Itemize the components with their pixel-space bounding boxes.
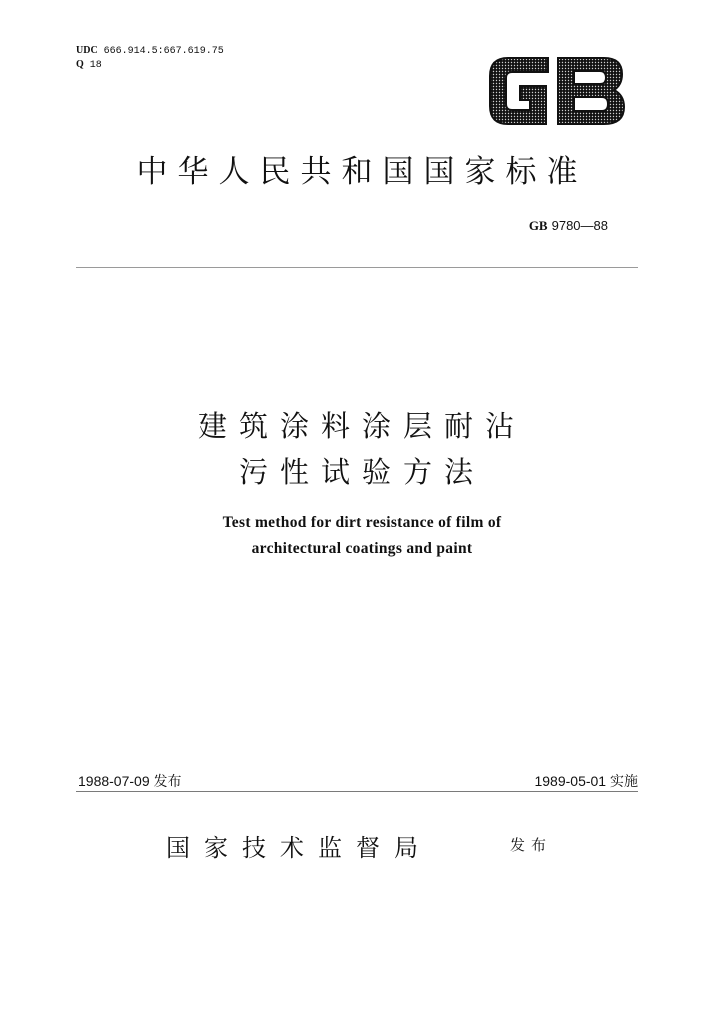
- udc-label: UDC: [76, 45, 98, 56]
- standard-code: [529, 218, 608, 234]
- standard-code-prefix: GB: [528, 218, 548, 233]
- gb-logo: [486, 52, 628, 130]
- issuing-authority-suffix: 发布: [510, 836, 553, 854]
- document-title-en-line1: Test method for dirt resistance of film of: [222, 514, 502, 531]
- issue-date: 1988-07-09 发布: [78, 773, 182, 789]
- header-divider: [76, 267, 638, 268]
- document-title-en-line2: architectural coatings and paint: [251, 540, 473, 557]
- udc-line: [76, 44, 224, 58]
- q-value: 18: [89, 60, 102, 71]
- document-title-cn-line2: 污性试验方法: [238, 455, 485, 489]
- implementation-date: 1989-05-01 实施: [534, 773, 638, 789]
- classification-block: [76, 44, 224, 72]
- document-title-cn-line1: 建筑涂料涂层耐沾: [197, 409, 526, 443]
- standard-heading: 中华人民共和国国家标准: [136, 154, 588, 190]
- q-label: Q: [76, 59, 84, 70]
- udc-value: 666.914.5:667.619.75: [103, 46, 224, 57]
- standard-code-number: 9780—88: [551, 218, 608, 233]
- q-line: [76, 58, 224, 72]
- footer-divider: [76, 791, 638, 792]
- issuing-authority: 国家技术监督局: [166, 834, 432, 862]
